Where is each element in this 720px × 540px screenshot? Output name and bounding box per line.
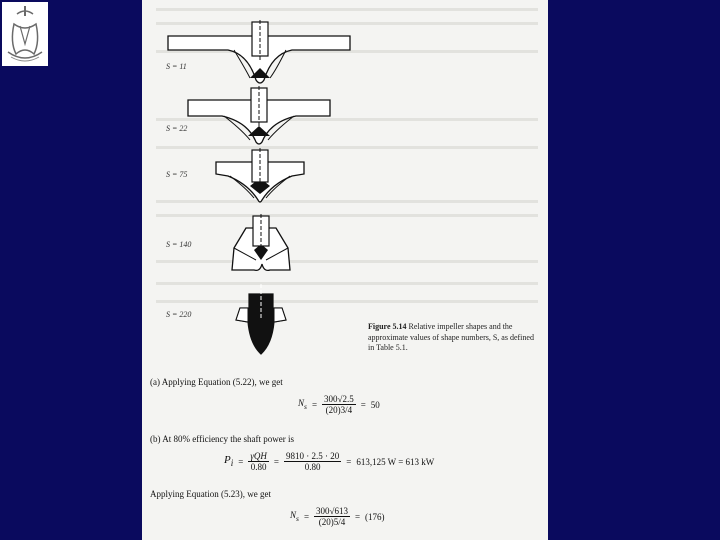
part-c-text: Applying Equation (5.23), we get xyxy=(150,489,271,499)
figure-caption xyxy=(368,322,538,354)
eq-c-result: (176) xyxy=(365,511,385,522)
shape-label-s75: S = 75 xyxy=(166,170,188,179)
equation-ns-c: $N_s$ = $\frac{300√613}{(20)5/4}$ = (176) xyxy=(290,506,385,527)
shape-label-s140: S = 140 xyxy=(166,240,192,249)
eq-b-fraction-1: $\frac{\text{γQH}}{0.80}$ xyxy=(250,451,267,472)
part-a-text: (a) Applying Equation (5.22), we get xyxy=(150,377,283,387)
equation-power: $P_i$ = $\frac{\text{γQH}}{0.80}$ = $\frac{9810 \cdot 2.5 \cdot 20}{0.80}$ = 613,125 W = 613 kW xyxy=(224,451,435,472)
textbook-page xyxy=(142,0,548,540)
eq-c-fraction: $\frac{300√613}{(20)5/4}$ xyxy=(316,506,348,527)
impeller-s11 xyxy=(164,20,354,86)
eq-a-lhs: $N_s$ xyxy=(298,398,307,411)
equation-ns-a: $N_s$ = $\frac{300√2.5}{(20)3/4}$ = 50 xyxy=(298,394,380,415)
shape-label-s22: S = 22 xyxy=(166,124,188,133)
impeller-s220 xyxy=(232,284,290,356)
eq-a-result: 50 xyxy=(370,399,380,410)
eq-b-result: 613,125 W = 613 kW xyxy=(356,456,435,467)
eq-c-lhs: $N_s$ xyxy=(290,510,299,523)
shape-label-s220: S = 220 xyxy=(166,310,192,319)
shape-label-s11: S = 11 xyxy=(166,62,187,71)
caption-text: Relative impeller shapes and the approximate values of shape numbers, S, as defined in Table 5.1. xyxy=(368,322,534,352)
seal-emblem-icon xyxy=(2,2,48,66)
impeller-s140 xyxy=(226,214,296,278)
eq-a-fraction: $\frac{300√2.5}{(20)3/4}$ xyxy=(324,394,354,415)
eq-b-fraction-2: $\frac{9810 \cdot 2.5 \cdot 20}{0.80}$ xyxy=(285,451,340,472)
impeller-s75 xyxy=(212,148,308,206)
eq-b-lhs: $P_i$ xyxy=(224,454,234,469)
figure-number: Figure 5.14 xyxy=(368,322,407,331)
university-logo xyxy=(2,2,48,66)
impeller-s22 xyxy=(184,86,334,146)
part-b-text: (b) At 80% efficiency the shaft power is xyxy=(150,434,295,444)
